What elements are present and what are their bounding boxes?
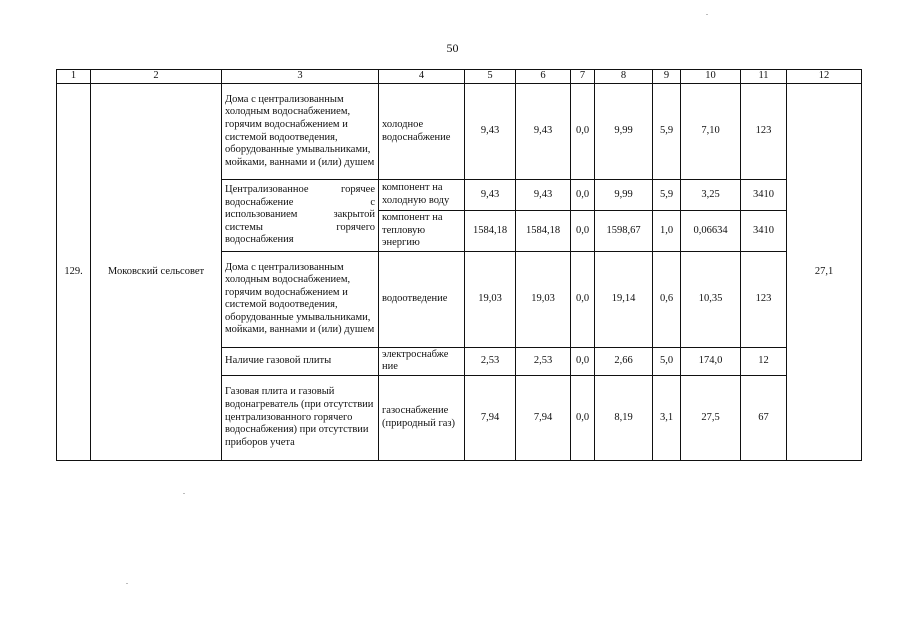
cell-value: 7,10 — [681, 84, 741, 180]
cell-value: 3410 — [741, 211, 787, 252]
cell-value: 67 — [741, 375, 787, 460]
resource-name: водоотведение — [379, 251, 465, 347]
scan-speck — [126, 583, 128, 584]
category-description: Централизованное горячее водоснабжение с использованием закрытой системы горячего водоснабжения — [222, 180, 379, 252]
cell-value: 9,43 — [516, 84, 571, 180]
settlement-name: Моковский сельсовет — [91, 84, 222, 461]
cell-value: 0,0 — [571, 180, 595, 211]
cell-value: 0,0 — [571, 251, 595, 347]
cell-value: 0,0 — [571, 211, 595, 252]
cell-value: 3,1 — [653, 375, 681, 460]
resource-name: газоснабжение (природный газ) — [379, 375, 465, 460]
cell-value: 1,0 — [653, 211, 681, 252]
cell-value: 19,14 — [595, 251, 653, 347]
cell-value: 0,0 — [571, 375, 595, 460]
cell-value: 19,03 — [516, 251, 571, 347]
column-header: 2 — [91, 70, 222, 84]
column-number-row — [57, 70, 862, 84]
cell-value: 2,53 — [516, 347, 571, 375]
cell-value: 1584,18 — [516, 211, 571, 252]
column-header: 7 — [571, 70, 595, 84]
resource-name: холодное водоснабжение — [379, 84, 465, 180]
row-index: 129. — [57, 84, 91, 461]
cell-value: 7,94 — [465, 375, 516, 460]
column-header: 12 — [787, 70, 862, 84]
column-header: 5 — [465, 70, 516, 84]
scan-speck — [183, 493, 185, 494]
cell-value: 174,0 — [681, 347, 741, 375]
cell-value: 0,0 — [571, 84, 595, 180]
cell-value: 3410 — [741, 180, 787, 211]
category-description: Наличие газовой плиты — [222, 347, 379, 375]
cell-value: 5,9 — [653, 180, 681, 211]
cell-value: 8,19 — [595, 375, 653, 460]
cell-value: 27,5 — [681, 375, 741, 460]
page-number: 50 — [446, 41, 459, 55]
table-row — [57, 84, 862, 180]
cell-value: 123 — [741, 84, 787, 180]
tariff-table — [56, 69, 862, 461]
cell-value: 5,9 — [653, 84, 681, 180]
cell-value: 9,43 — [516, 180, 571, 211]
column-header: 4 — [379, 70, 465, 84]
category-description: Дома с централизованным холодным водоснабжением, горячим водоснабжением и системой водоотведения, оборудованные умывальниками, мойками, ваннами и (или) душем — [222, 84, 379, 180]
cell-value: 1584,18 — [465, 211, 516, 252]
cell-value: 2,66 — [595, 347, 653, 375]
cell-value: 1598,67 — [595, 211, 653, 252]
resource-name: компонент на тепловую энергию — [379, 211, 465, 252]
cell-value: 9,99 — [595, 84, 653, 180]
cell-value: 7,94 — [516, 375, 571, 460]
cell-value: 12 — [741, 347, 787, 375]
cell-value: 0,06634 — [681, 211, 741, 252]
cell-value: 0,0 — [571, 347, 595, 375]
cell-value: 0,6 — [653, 251, 681, 347]
column-header: 8 — [595, 70, 653, 84]
cell-value: 19,03 — [465, 251, 516, 347]
column-header: 3 — [222, 70, 379, 84]
column-12-value: 27,1 — [787, 84, 862, 461]
column-header: 1 — [57, 70, 91, 84]
cell-value: 9,43 — [465, 180, 516, 211]
cell-value: 2,53 — [465, 347, 516, 375]
category-description: Дома с централизованным холодным водоснабжением, горячим водоснабжением и системой водоотведения, оборудованные умывальниками, мойками, ваннами и (или) душем — [222, 251, 379, 347]
cell-value: 5,0 — [653, 347, 681, 375]
scan-speck — [706, 14, 708, 15]
category-description: Газовая плита и газовый водонагреватель (при отсутствии централизованного горячего водоснабжения) при отсутствии приборов учета — [222, 375, 379, 460]
cell-value: 9,43 — [465, 84, 516, 180]
resource-name: компонент на холодную воду — [379, 180, 465, 211]
resource-name: электроснабже ние — [379, 347, 465, 375]
cell-value: 123 — [741, 251, 787, 347]
column-header: 10 — [681, 70, 741, 84]
cell-value: 10,35 — [681, 251, 741, 347]
column-header: 6 — [516, 70, 571, 84]
column-header: 9 — [653, 70, 681, 84]
cell-value: 9,99 — [595, 180, 653, 211]
column-header: 11 — [741, 70, 787, 84]
cell-value: 3,25 — [681, 180, 741, 211]
